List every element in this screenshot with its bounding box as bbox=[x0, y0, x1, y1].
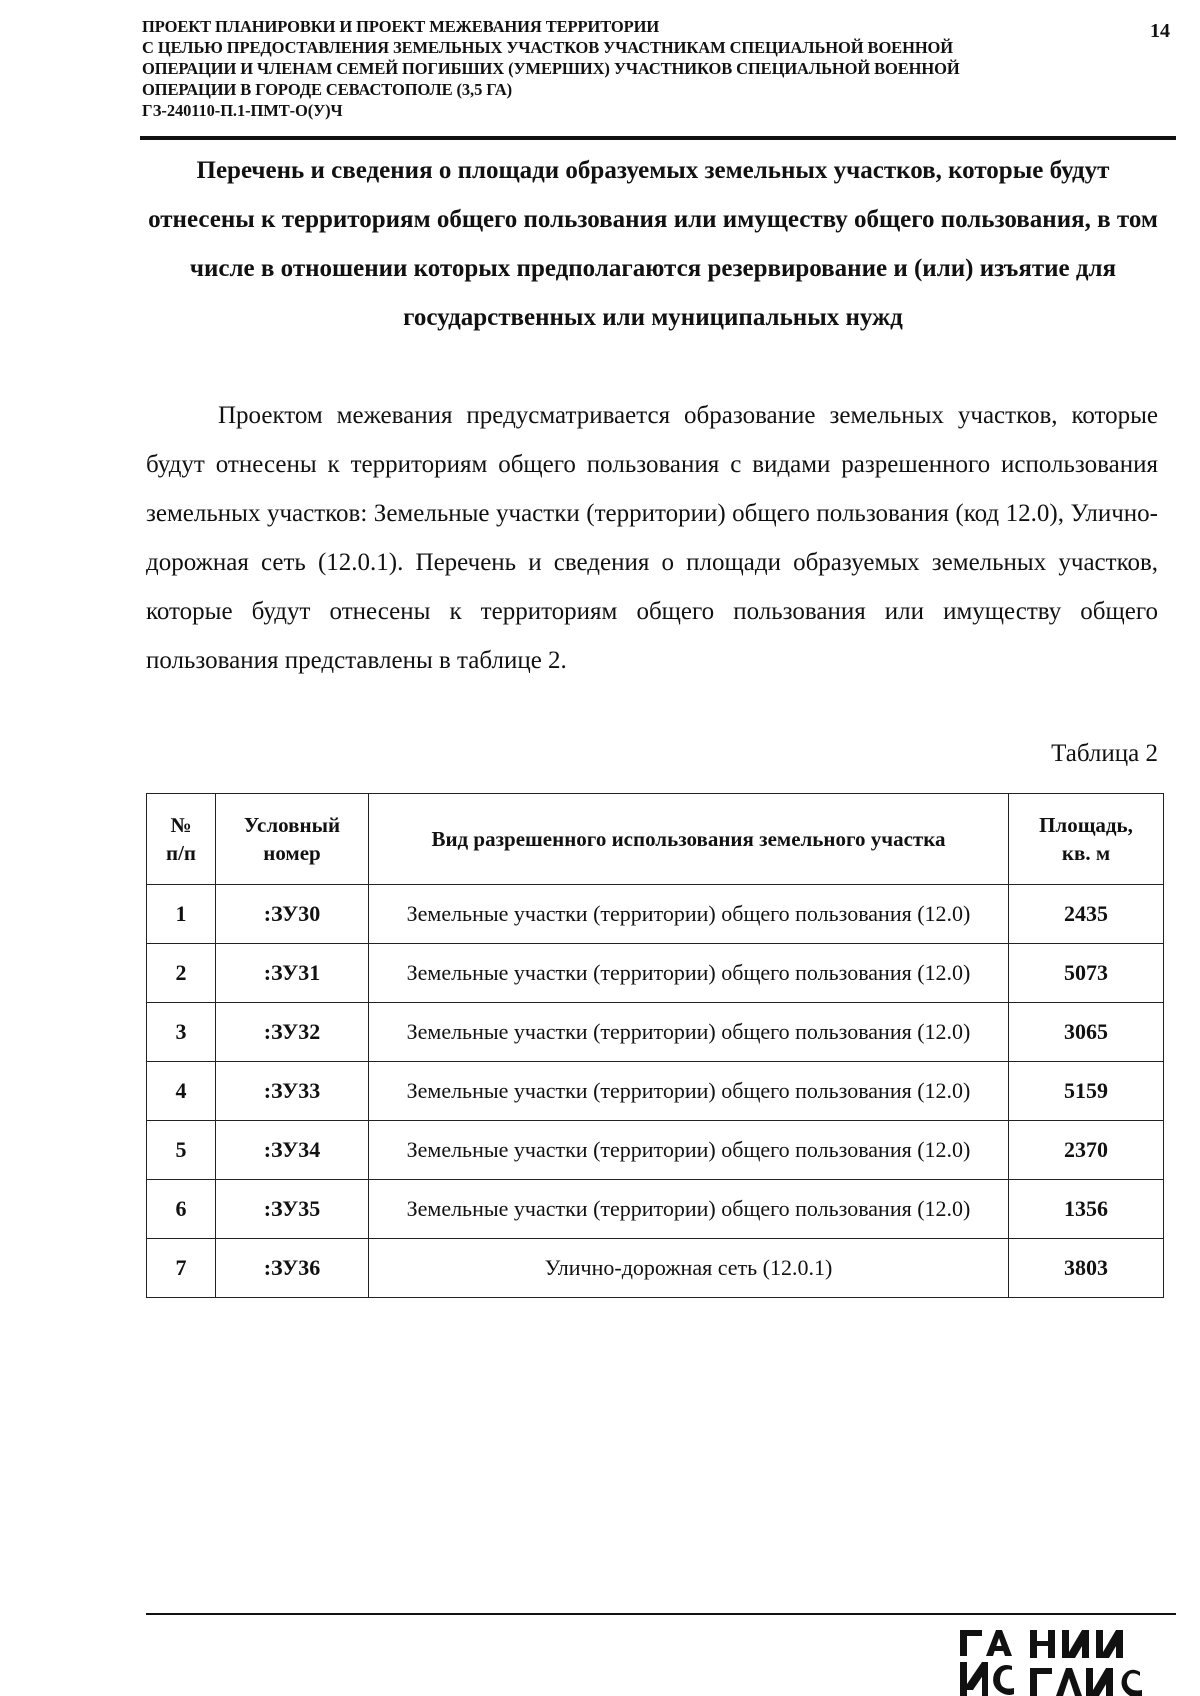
cell-area: 5159 bbox=[1009, 1062, 1164, 1121]
header-area-line2: кв. м bbox=[1061, 841, 1111, 865]
land-plots-table bbox=[146, 793, 1164, 1298]
header-line: ОПЕРАЦИИ В ГОРОДЕ СЕВАСТОПОЛЕ (3,5 ГА) bbox=[142, 80, 513, 99]
table-row bbox=[147, 944, 1164, 1003]
cell-number: 6 bbox=[147, 1180, 216, 1239]
logo-icon bbox=[960, 1622, 1160, 1696]
table-row bbox=[147, 1062, 1164, 1121]
cell-conditional-number: :ЗУ34 bbox=[216, 1121, 369, 1180]
cell-permitted-use: Земельные участки (территории) общего пользования (12.0) bbox=[369, 1062, 1009, 1121]
cell-area: 3803 bbox=[1009, 1239, 1164, 1298]
document-header bbox=[142, 16, 1102, 121]
table-row bbox=[147, 1121, 1164, 1180]
header-line: ОПЕРАЦИИ И ЧЛЕНАМ СЕМЕЙ ПОГИБШИХ (УМЕРШИХ) УЧАСТНИКОВ СПЕЦИАЛЬНОЙ ВОЕННОЙ bbox=[142, 59, 960, 78]
header-conditional-line2: номер bbox=[263, 841, 321, 865]
header-permitted-use: Вид разрешенного использования земельного участка bbox=[369, 794, 1009, 885]
cell-conditional-number: :ЗУ32 bbox=[216, 1003, 369, 1062]
table-caption: Таблица 2 bbox=[1051, 740, 1158, 767]
cell-area: 1356 bbox=[1009, 1180, 1164, 1239]
table-row bbox=[147, 1180, 1164, 1239]
header-line: С ЦЕЛЬЮ ПРЕДОСТАВЛЕНИЯ ЗЕМЕЛЬНЫХ УЧАСТКОВ УЧАСТНИКАМ СПЕЦИАЛЬНОЙ ВОЕННОЙ bbox=[142, 38, 954, 57]
cell-number: 7 bbox=[147, 1239, 216, 1298]
table-header-row bbox=[147, 794, 1164, 885]
cell-permitted-use: Земельные участки (территории) общего пользования (12.0) bbox=[369, 1121, 1009, 1180]
cell-number: 1 bbox=[147, 885, 216, 944]
cell-number: 4 bbox=[147, 1062, 216, 1121]
header-divider bbox=[140, 136, 1176, 140]
table-row bbox=[147, 1003, 1164, 1062]
page-number: 14 bbox=[1150, 20, 1170, 42]
header-number bbox=[147, 794, 216, 885]
cell-permitted-use: Земельные участки (территории) общего пользования (12.0) bbox=[369, 885, 1009, 944]
cell-area: 5073 bbox=[1009, 944, 1164, 1003]
header-line: ПРОЕКТ ПЛАНИРОВКИ И ПРОЕКТ МЕЖЕВАНИЯ ТЕРРИТОРИИ bbox=[142, 17, 660, 36]
header-area-line1: Площадь, bbox=[1039, 813, 1133, 837]
cell-conditional-number: :ЗУ33 bbox=[216, 1062, 369, 1121]
organization-logo bbox=[960, 1622, 1160, 1696]
footer-divider bbox=[146, 1613, 1176, 1615]
table-row bbox=[147, 885, 1164, 944]
cell-conditional-number: :ЗУ35 bbox=[216, 1180, 369, 1239]
cell-number: 2 bbox=[147, 944, 216, 1003]
cell-number: 3 bbox=[147, 1003, 216, 1062]
cell-permitted-use: Земельные участки (территории) общего пользования (12.0) bbox=[369, 944, 1009, 1003]
header-number-abbr: п/п bbox=[165, 841, 197, 865]
cell-number: 5 bbox=[147, 1121, 216, 1180]
cell-conditional-number: :ЗУ30 bbox=[216, 885, 369, 944]
cell-permitted-use: Земельные участки (территории) общего пользования (12.0) bbox=[369, 1180, 1009, 1239]
header-conditional-number bbox=[216, 794, 369, 885]
document-code: ГЗ-240110-П.1-ПМТ-О(У)Ч bbox=[142, 101, 343, 120]
header-area bbox=[1009, 794, 1164, 885]
cell-area: 2435 bbox=[1009, 885, 1164, 944]
cell-conditional-number: :ЗУ31 bbox=[216, 944, 369, 1003]
header-number-symbol: № bbox=[170, 813, 192, 837]
cell-area: 3065 bbox=[1009, 1003, 1164, 1062]
header-conditional-line1: Условный bbox=[243, 813, 341, 837]
cell-area: 2370 bbox=[1009, 1121, 1164, 1180]
cell-permitted-use: Земельные участки (территории) общего пользования (12.0) bbox=[369, 1003, 1009, 1062]
cell-permitted-use: Улично-дорожная сеть (12.0.1) bbox=[369, 1239, 1009, 1298]
body-paragraph: Проектом межевания предусматривается образование земельных участков, которые будут отнесены к территориям общего пользования с видами разрешенного использования земельных участков: Земельные участки (территории) общего пользования (код 12.0), Улично-дорожная сеть (12.0.1). Перечень и сведения о площади образуемых земельных участков, которые будут отнесены к территориям общего пользования или имуществу общего пользования представлены в таблице 2. bbox=[146, 402, 1158, 674]
section-title: Перечень и сведения о площади образуемых земельных участков, которые будут отнесены к территориям общего пользования или имуществу общего пользования, в том числе в отношении которых предполагаются резервирование и (или) изъятие для государственных или муниципальных нужд bbox=[148, 157, 1158, 331]
cell-conditional-number: :ЗУ36 bbox=[216, 1239, 369, 1298]
table-row bbox=[147, 1239, 1164, 1298]
